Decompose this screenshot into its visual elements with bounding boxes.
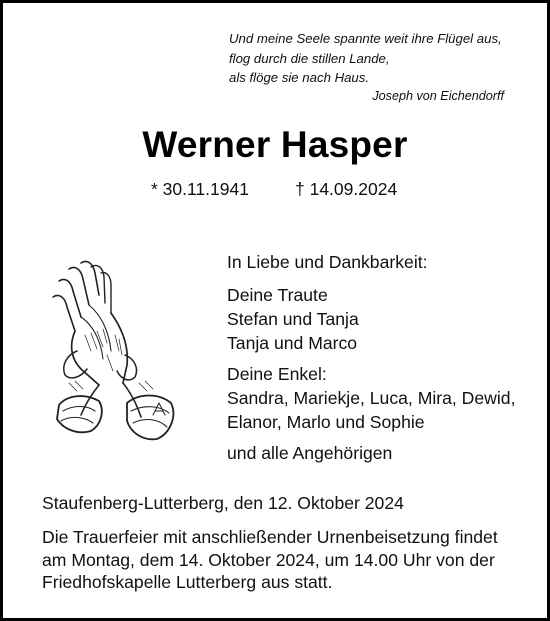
family-member: Deine Traute [227,285,328,305]
funeral-details-line: Die Trauerfeier mit anschließender Urnenbeisetzung findet [42,527,498,547]
quote-line: Und meine Seele spannte weit ihre Flügel aus, [229,31,502,46]
place-and-date: Staufenberg-Lutterberg, den 12. Oktober 2024 [42,493,404,513]
funeral-details [42,526,522,594]
family-member: Stefan und Tanja [227,309,359,329]
quote-line: flog durch die stillen Lande, [229,50,390,66]
funeral-details-line: am Montag, dem 14. Oktober 2024, um 14.00 Uhr von der [42,549,495,570]
death-date: † 14.09.2024 [295,179,398,199]
praying-hands-icon [41,255,186,445]
mourners-list [227,250,537,465]
mourners-closing: und alle Angehörigen [227,443,393,463]
grandchildren-label: Deine Enkel: [227,364,327,384]
poem-quote [229,29,529,88]
quote-line: als flöge sie nach Haus. [229,70,370,85]
funeral-details-line: Friedhofskapelle Lutterberg aus statt. [42,572,333,592]
birth-date: * 30.11.1941 [151,179,249,199]
grandchildren-names: Sandra, Mariekje, Luca, Mira, Dewid, [227,388,516,408]
deceased-name: Werner Hasper [142,124,408,165]
quote-author: Joseph von Eichendorff [372,89,504,103]
mourners-intro: In Liebe und Dankbarkeit: [227,252,428,272]
family-member: Tanja und Marco [227,333,358,353]
grandchildren-names: Elanor, Marlo und Sophie [227,412,425,432]
